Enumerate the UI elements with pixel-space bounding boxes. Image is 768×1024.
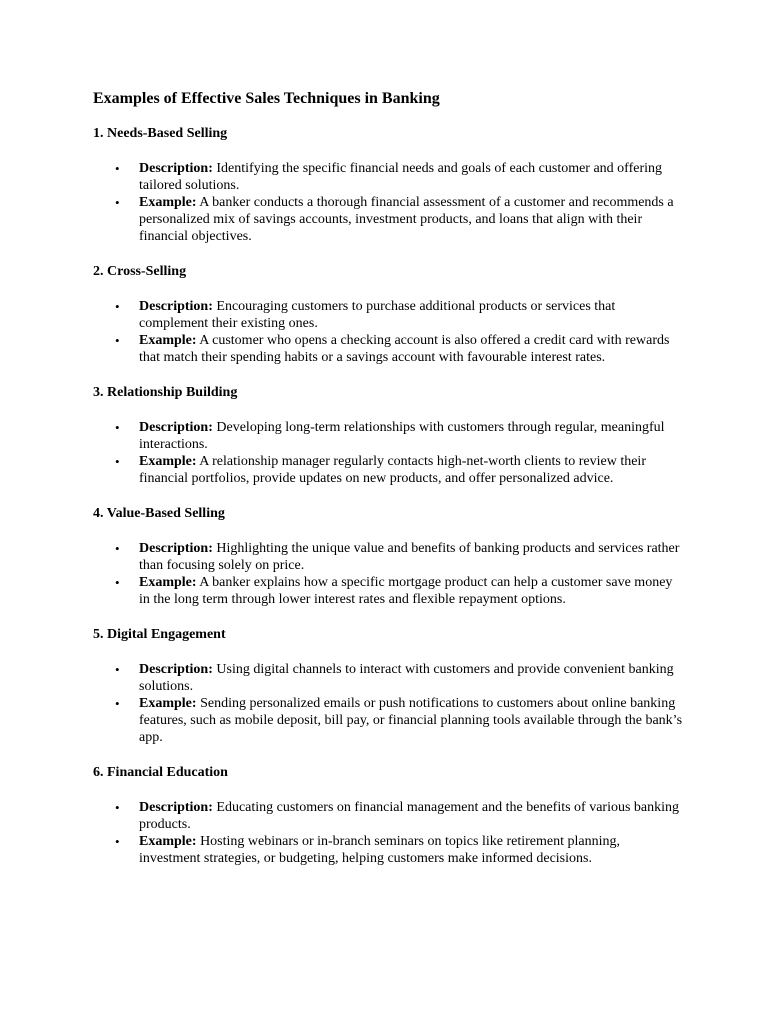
example-label: Example: [139, 834, 197, 849]
bullet-list [93, 160, 683, 245]
example-label: Example: [139, 696, 197, 711]
description-text: Identifying the specific financial needs and goals of each customer and offering tailored solutions. [139, 161, 663, 193]
bullet-icon: • [115, 161, 120, 176]
example-text: A relationship manager regularly contacts high-net-worth clients to review their financial portfolios, provide updates on new products, and offer personalized advice. [139, 454, 646, 486]
bullet-icon: • [115, 834, 120, 849]
section-heading: 1. Needs-Based Selling [93, 126, 228, 141]
bullet-list [93, 298, 683, 366]
section-heading: 6. Financial Education [93, 765, 228, 780]
description-label: Description: [139, 161, 213, 176]
section-cross-selling [93, 263, 683, 366]
section-heading: 3. Relationship Building [93, 385, 238, 400]
bullet-list [93, 661, 683, 746]
bullet-icon: • [115, 662, 120, 677]
example-text: A banker conducts a thorough financial assessment of a customer and recommends a personalized mix of savings accounts, investment products, and loans that align with their financial objectives. [139, 195, 674, 244]
section-heading: 2. Cross-Selling [93, 264, 187, 279]
bullet-icon: • [115, 333, 120, 348]
example-item [93, 833, 683, 867]
example-label: Example: [139, 575, 197, 590]
description-item [93, 540, 683, 574]
description-text: Developing long-term relationships with customers through regular, meaningful interactions. [139, 420, 665, 452]
bullet-icon: • [115, 800, 120, 815]
example-text: A banker explains how a specific mortgage product can help a customer save money in the long term through lower interest rates and flexible repayment options. [139, 575, 673, 607]
bullet-icon: • [115, 575, 120, 590]
example-text: Sending personalized emails or push notifications to customers about online banking features, such as mobile deposit, bill pay, or financial planning tools available through the bank’s app. [139, 696, 683, 745]
bullet-icon: • [115, 541, 120, 556]
section-value-based-selling [93, 505, 683, 608]
example-label: Example: [139, 333, 197, 348]
bullet-list [93, 540, 683, 608]
section-needs-based-selling [93, 125, 683, 245]
description-text: Using digital channels to interact with customers and provide convenient banking solutions. [139, 662, 674, 694]
bullet-icon: • [115, 195, 120, 210]
description-text: Educating customers on financial management and the benefits of various banking products. [139, 800, 680, 832]
section-financial-education [93, 764, 683, 867]
description-item [93, 419, 683, 453]
bullet-icon: • [115, 454, 120, 469]
bullet-icon: • [115, 420, 120, 435]
example-label: Example: [139, 195, 197, 210]
description-text: Highlighting the unique value and benefits of banking products and services rather than focusing solely on price. [139, 541, 680, 573]
document-title: Examples of Effective Sales Techniques in Banking [93, 90, 440, 107]
description-label: Description: [139, 662, 213, 677]
bullet-list [93, 799, 683, 867]
description-item [93, 160, 683, 194]
description-item [93, 661, 683, 695]
bullet-icon: • [115, 299, 120, 314]
example-item [93, 695, 683, 746]
description-label: Description: [139, 299, 213, 314]
description-label: Description: [139, 420, 213, 435]
bullet-icon: • [115, 696, 120, 711]
description-item [93, 799, 683, 833]
example-label: Example: [139, 454, 197, 469]
example-item [93, 332, 683, 366]
section-heading: 4. Value-Based Selling [93, 506, 225, 521]
description-text: Encouraging customers to purchase additional products or services that complement their existing ones. [139, 299, 616, 331]
bullet-list [93, 419, 683, 487]
description-item [93, 298, 683, 332]
description-label: Description: [139, 541, 213, 556]
section-digital-engagement [93, 626, 683, 746]
example-item [93, 194, 683, 245]
description-label: Description: [139, 800, 213, 815]
example-item [93, 574, 683, 608]
example-text: Hosting webinars or in-branch seminars on topics like retirement planning, investment strategies, or budgeting, helping customers make informed decisions. [139, 834, 620, 866]
document-page [93, 89, 683, 867]
section-heading: 5. Digital Engagement [93, 627, 226, 642]
example-item [93, 453, 683, 487]
section-relationship-building [93, 384, 683, 487]
example-text: A customer who opens a checking account is also offered a credit card with rewards that match their spending habits or a savings account with favourable interest rates. [139, 333, 670, 365]
